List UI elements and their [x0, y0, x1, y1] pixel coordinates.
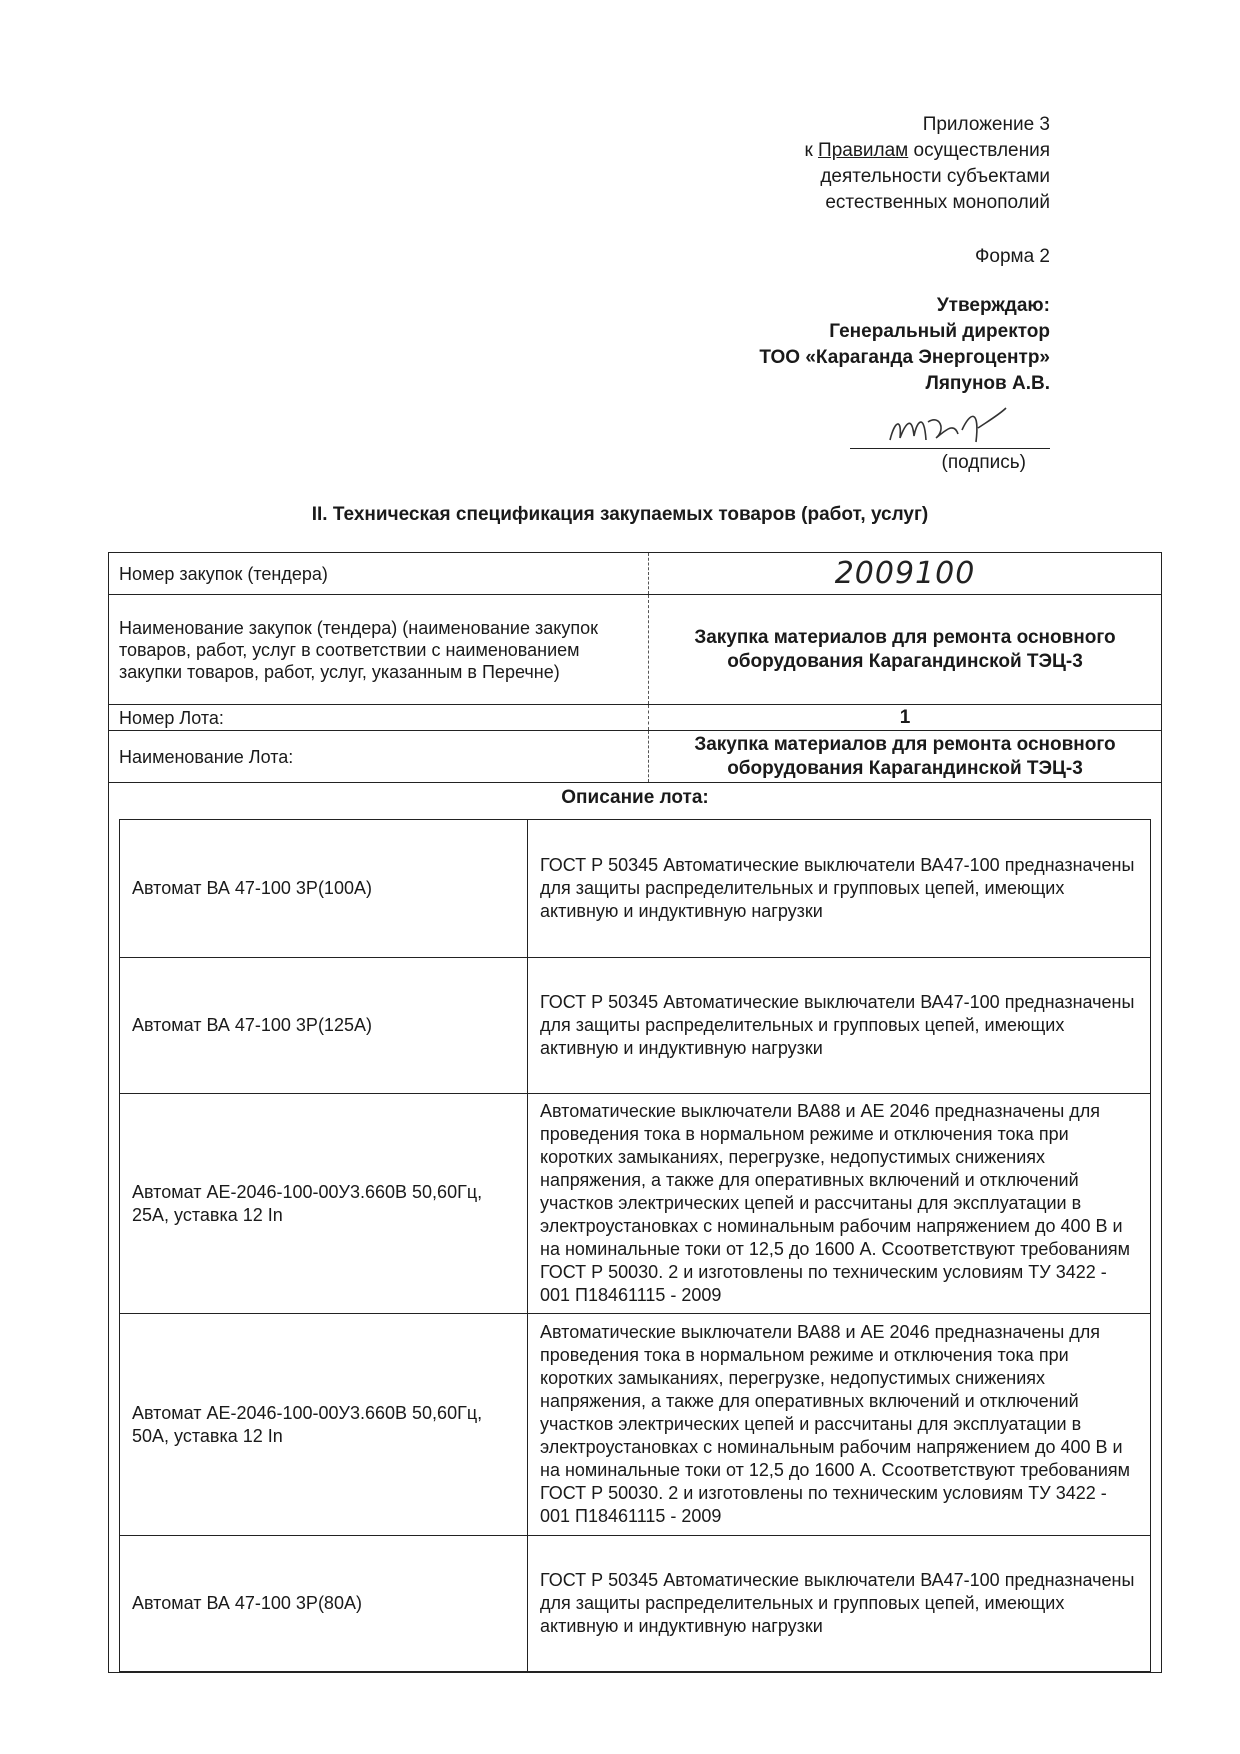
item-description: Автоматические выключатели ВА88 и АЕ 2046 предназначены для проведения тока в нормальном режиме и отключения тока при коротких замыканиях, перегрузке, недопустимых снижениях напряжения, а также для оперативных включений и отключений участков электрических цепей и рассчитаны для эксплуатации в электроустановках с номинальным рабочим напряжением до 400 В и на номинальные токи от 12,5 до 1600 А. Ссоответствуют требованиям ГОСТ Р 50030. 2 и изготовлены по техническим условиям ТУ 3422 - 001 П18461115 - 2009 [528, 1314, 1151, 1536]
lot-name-row [109, 731, 1161, 783]
approver-company: ТОО «Караганда Энергоцентр» [759, 347, 1050, 368]
item-name: Автомат ВА 47-100 3Р(100А) [120, 820, 528, 958]
item-name: Автомат ВА 47-100 3Р(80А) [120, 1536, 528, 1672]
item-row [120, 1536, 1151, 1672]
item-name: Автомат ВА 47-100 3Р(125А) [120, 958, 528, 1094]
lot-name-value: Закупка материалов для ремонта основного оборудования Карагандинской ТЭЦ-3 [694, 733, 1116, 779]
form-label: Форма 2 [974, 246, 1050, 267]
section-title: II. Техническая спецификация закупаемых товаров (работ, услуг) [311, 504, 929, 525]
tender-number-row [109, 553, 1161, 595]
item-name: Автомат АЕ-2046-100-00У3.660В 50,60Гц, 25А, уставка 12 In [120, 1094, 528, 1314]
lot-description-label: Описание лота: [561, 787, 709, 808]
appendix-line-4: естественных монополий [825, 192, 1050, 213]
appendix-line-3: деятельности субъектами [820, 166, 1050, 187]
tender-number-value: 2009100 [834, 555, 976, 591]
approver-name: Ляпунов А.В. [925, 373, 1050, 394]
tender-name-label: Наименование закупок (тендера) (наименование закупок товаров, работ, услуг в соответствии с наименованием закупки товаров, работ, услуг, указанным в Перечне) [109, 595, 649, 704]
approval-block [759, 293, 1050, 397]
signature-scribble-icon [850, 400, 1050, 450]
lot-name-label: Наименование Лота: [109, 731, 649, 782]
appendix-number: Приложение 3 [922, 114, 1050, 135]
items-section [109, 813, 1161, 1672]
approver-position: Генеральный директор [829, 321, 1050, 342]
signature-caption: (подпись) [941, 452, 1026, 473]
items-table [119, 819, 1151, 1672]
rules-suffix: осуществления [908, 140, 1050, 161]
signature-area [850, 400, 1050, 480]
item-description: Автоматические выключатели ВА88 и АЕ 2046 предназначены для проведения тока в нормальном режиме и отключения тока при коротких замыканиях, перегрузке, недопустимых снижениях напряжения, а также для оперативных включений и отключений участков электрических цепей и рассчитаны для эксплуатации в электроустановках с номинальным рабочим напряжением до 400 В и на номинальные токи от 12,5 до 1600 А. Ссоответствуют требованиям ГОСТ Р 50030. 2 и изготовлены по техническим условиям ТУ 3422 - 001 П18461115 - 2009 [528, 1094, 1151, 1314]
item-description: ГОСТ Р 50345 Автоматические выключатели ВА47-100 предназначены для защиты распределительных и групповых цепей, имеющих активную и индуктивную нагрузки [528, 1536, 1151, 1672]
appendix-header [804, 112, 1050, 216]
item-name: Автомат АЕ-2046-100-00У3.660В 50,60Гц, 50А, уставка 12 In [120, 1314, 528, 1536]
tender-name-value: Закупка материалов для ремонта основного оборудования Карагандинской ТЭЦ-3 [694, 626, 1116, 672]
spec-table [108, 552, 1162, 1673]
approve-word: Утверждаю: [936, 295, 1050, 316]
item-description: ГОСТ Р 50345 Автоматические выключатели ВА47-100 предназначены для защиты распределительных и групповых цепей, имеющих активную и индуктивную нагрузки [528, 958, 1151, 1094]
tender-name-row [109, 595, 1161, 705]
item-row [120, 1094, 1151, 1314]
item-row [120, 1314, 1151, 1536]
tender-number-label: Номер закупок (тендера) [109, 553, 649, 594]
lot-number-row [109, 705, 1161, 731]
item-row [120, 958, 1151, 1094]
item-description: ГОСТ Р 50345 Автоматические выключатели ВА47-100 предназначены для защиты распределительных и групповых цепей, имеющих активную и индуктивную нагрузки [528, 820, 1151, 958]
lot-number-value: 1 [899, 706, 911, 728]
signature-line [850, 448, 1050, 449]
rules-prefix: к [804, 140, 819, 161]
appendix-rules-line [804, 138, 1050, 164]
item-row [120, 820, 1151, 958]
rules-link[interactable]: Правилам [818, 140, 909, 161]
lot-number-label: Номер Лота: [109, 705, 649, 730]
